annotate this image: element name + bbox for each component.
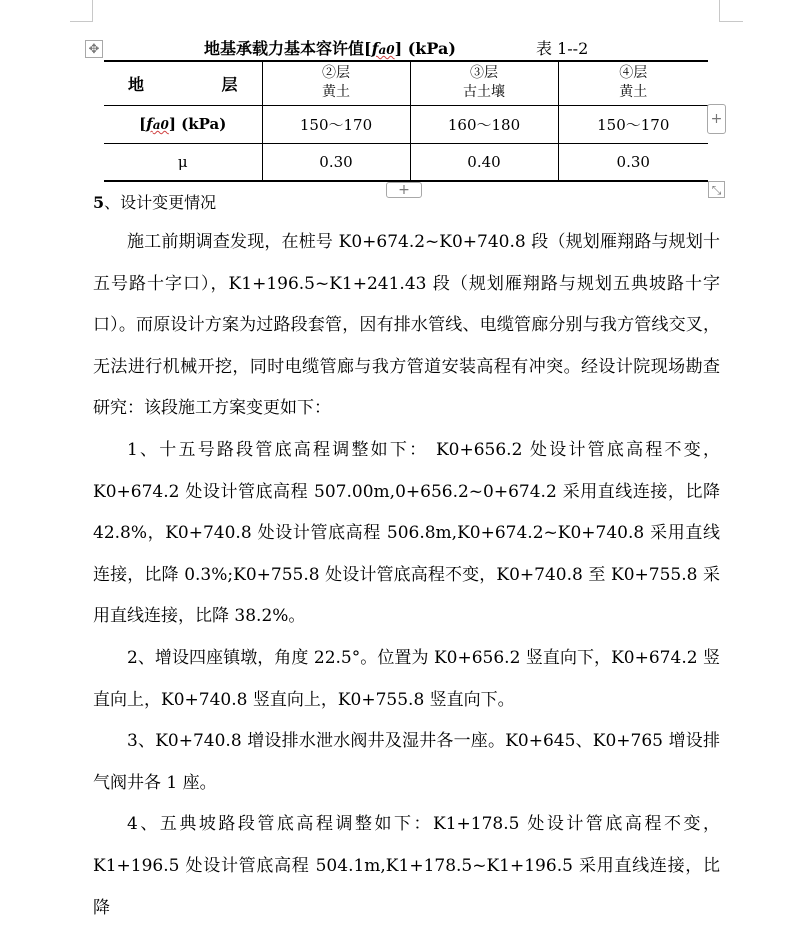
table-cell: 150～170 <box>262 105 410 143</box>
header-cell-layer-2 <box>262 61 410 105</box>
table-title: 地基承载力基本容许值[fa0] (kPa) <box>204 39 456 58</box>
crop-mark-right-vertical <box>719 0 720 22</box>
soil-type: 黄土 <box>322 84 350 101</box>
header-cell-layer-4 <box>558 61 708 105</box>
table-move-handle[interactable] <box>85 40 103 58</box>
table-cell: 0.30 <box>558 143 708 181</box>
table-row-mu <box>104 143 708 181</box>
table-header-row <box>104 61 708 105</box>
crop-mark-left-horizontal <box>70 21 93 22</box>
paragraph: 3、K0+740.8 增设排水泄水阀井及湿井各一座。K0+645、K0+765 增设排气阀井各 1 座。 <box>93 731 720 793</box>
header-cell-layer-3 <box>410 61 558 105</box>
plus-icon: + <box>710 111 723 127</box>
row-label: μ <box>104 143 262 181</box>
layer-number: ③层 <box>470 65 498 82</box>
table-cell: 0.30 <box>262 143 410 181</box>
soil-type: 黄土 <box>619 84 648 101</box>
header-cell-layer <box>104 61 262 105</box>
table-cell: 150～170 <box>558 105 708 143</box>
add-column-button[interactable] <box>707 104 726 134</box>
plus-icon: + <box>398 182 410 198</box>
table-cell: 0.40 <box>410 143 558 181</box>
crop-mark-right-horizontal <box>719 21 743 22</box>
move-icon: ✥ <box>88 41 100 57</box>
layer-label-part1: 地 <box>128 74 145 94</box>
paragraph: 1、十五号路段管底高程调整如下： K0+656.2 处设计管底高程不变，K0+674.2 处设计管底高程 507.00m,0+656.2~0+674.2 采用直线连接，比降 42.8%，K0+740.8 处设计管底高程 506.8m,K0+674.2~K0+740.8 采用直线连接，比降 0.3%;K0+755.8 处设计管底高程不变，K0+740.8 至 K0+755.8 采用直线连接，比降 38.2%。 <box>93 439 720 627</box>
table-cell: 160～180 <box>410 105 558 143</box>
soil-type: 古土壤 <box>463 84 505 101</box>
layer-label-part2: 层 <box>221 74 238 94</box>
table-caption <box>104 34 708 58</box>
paragraph: 施工前期调查发现，在桩号 K0+674.2~K0+740.8 段（规划雁翔路与规划十五号路十字口），K1+196.5~K1+241.43 段（规划雁翔路与规划五典坡路十字口）。而原设计方案为过路段套管，因有排水管线、电缆管廊分别与我方管线交叉，无法进行机械开挖，同时电缆管廊与我方管道安装高程有冲突。经设计院现场勘查研究：该段施工方案变更如下： <box>93 232 720 419</box>
bearing-capacity-table <box>104 60 708 182</box>
document-body <box>93 222 720 929</box>
paragraph: 2、增设四座镇墩，角度 22.5°。位置为 K0+656.2 竖直向下，K0+674.2 竖直向上，K0+740.8 竖直向上，K0+755.8 竖直向下。 <box>93 647 720 710</box>
add-row-button[interactable] <box>386 182 422 198</box>
table-number: 表 1--2 <box>536 39 589 58</box>
layer-number: ④层 <box>619 65 648 82</box>
table-resize-handle[interactable] <box>708 181 725 198</box>
table-row-bearing <box>104 105 708 143</box>
row-label: [fa0] (kPa) <box>104 105 262 143</box>
section-heading: 5、设计变更情况 <box>93 193 217 212</box>
crop-mark-left-vertical <box>92 0 93 22</box>
resize-icon: ⤡ <box>711 182 722 197</box>
layer-number: ②层 <box>322 65 350 82</box>
paragraph: 4、五典坡路段管底高程调整如下：K1+178.5 处设计管底高程不变，K1+196.5 处设计管底高程 504.1m,K1+178.5~K1+196.5 采用直线连接，比降 <box>93 814 720 918</box>
